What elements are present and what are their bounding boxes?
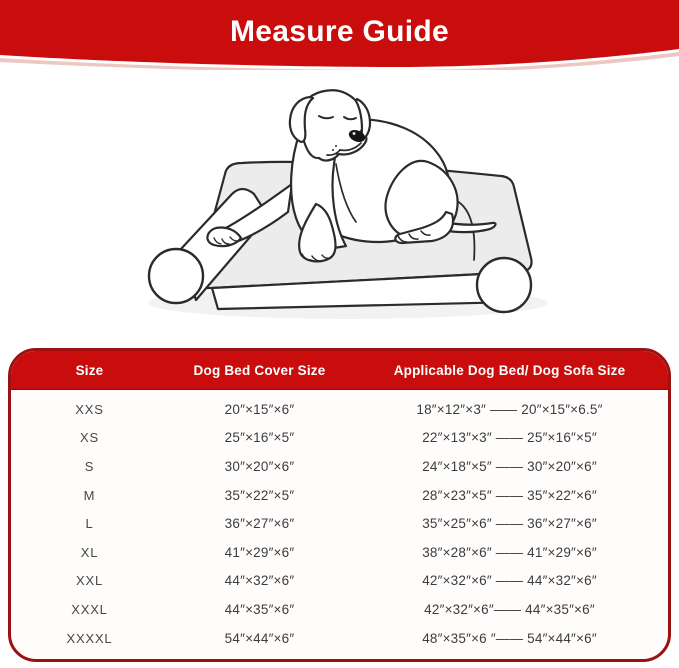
table-row (11, 509, 668, 538)
table-body (11, 390, 668, 659)
table-header (11, 351, 668, 390)
table-row (11, 481, 668, 510)
cell-size: XXXXL (66, 630, 113, 646)
cell-cover: 54″×44″×6″ (224, 630, 295, 646)
table-row (11, 538, 668, 567)
cell-applicable: 48″×35″×6 ″—— 54″×44″×6″ (422, 630, 597, 646)
cell-cover: 30″×20″×6″ (224, 458, 295, 474)
cell-applicable: 28″×23″×5″ —— 35″×22″×6″ (422, 487, 597, 503)
cell-applicable: 42″×32″×6″—— 44″×35″×6″ (424, 601, 595, 617)
table-row (11, 567, 668, 596)
cell-cover: 36″×27″×6″ (224, 516, 295, 532)
cell-size: M (83, 487, 96, 503)
table-row (11, 595, 668, 624)
cell-cover: 44″×35″×6″ (224, 601, 295, 617)
cell-applicable: 22″×13″×3″ —— 25″×16″×5″ (422, 430, 597, 446)
page-title: Measure Guide (230, 15, 449, 48)
cell-size: S (84, 458, 95, 474)
cell-applicable: 38″×28″×6″ —— 41″×29″×6″ (422, 544, 597, 560)
cell-applicable: 35″×25″×6″ —— 36″×27″×6″ (422, 516, 597, 532)
size-table (8, 348, 671, 662)
cell-cover: 35″×22″×5″ (224, 487, 295, 503)
cell-size: XXS (75, 401, 104, 417)
cell-cover: 44″×32″×6″ (224, 573, 295, 589)
cell-size: XXXL (71, 601, 108, 617)
table-row (11, 624, 668, 653)
cell-size: XL (80, 544, 99, 560)
table-row (11, 424, 668, 453)
cell-applicable: 24″×18″×5″ —— 30″×20″×6″ (422, 458, 597, 474)
cell-size: XS (80, 430, 99, 446)
table-row (11, 452, 668, 481)
cell-size: XXL (76, 573, 103, 589)
column-header-size: Size (75, 362, 104, 378)
banner (0, 0, 679, 70)
column-header-cover-size: Dog Bed Cover Size (193, 362, 326, 378)
table-row (11, 395, 668, 424)
cell-cover: 20″×15″×6″ (224, 401, 295, 417)
bolster-cap-right (477, 258, 531, 312)
bolster-cap-left (149, 249, 203, 303)
cell-size: L (85, 516, 94, 532)
cell-applicable: 42″×32″×6″ —— 44″×32″×6″ (422, 573, 597, 589)
cell-applicable: 18″×12″×3″ —— 20″×15″×6.5″ (416, 401, 603, 417)
column-header-applicable-size: Applicable Dog Bed/ Dog Sofa Size (393, 362, 626, 378)
dog-on-bed-illustration (130, 76, 550, 326)
cell-cover: 25″×16″×5″ (224, 430, 295, 446)
cell-cover: 41″×29″×6″ (224, 544, 295, 560)
